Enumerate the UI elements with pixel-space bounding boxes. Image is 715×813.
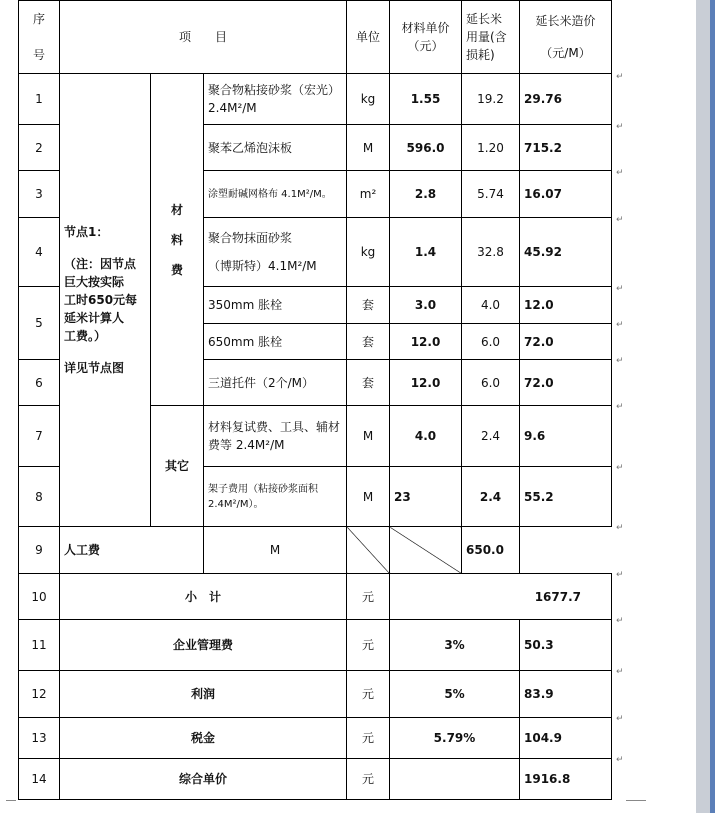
row-end-mark: ↵ bbox=[616, 356, 624, 366]
header-material-price-line-1: 材料单价 bbox=[401, 21, 450, 35]
row-cost: 45.92 bbox=[520, 218, 612, 287]
row-end-mark: ↵ bbox=[616, 463, 624, 473]
row-qty: 4.0 bbox=[462, 287, 520, 324]
row-end-mark: ↵ bbox=[616, 616, 624, 626]
header-length-cost-line-2: （元/M） bbox=[540, 46, 591, 60]
node-note-line: 巨大按实际 bbox=[64, 275, 125, 289]
row-item-name-line-2: （博斯特）4.1M²/M bbox=[208, 259, 317, 273]
row-no: 5 bbox=[19, 287, 60, 360]
category-other: 其它 bbox=[151, 406, 204, 527]
row-end-mark: ↵ bbox=[616, 122, 624, 132]
row-no: 3 bbox=[19, 171, 60, 218]
summary-no: 10 bbox=[19, 574, 60, 620]
row-qty: 5.74 bbox=[462, 171, 520, 218]
row-item-name: 材料复试费、工具、辅材费等 2.4M²/M bbox=[204, 406, 347, 467]
row-item-name: 聚合物粘接砂浆（宏光）2.4M²/M bbox=[204, 74, 347, 125]
row-qty-empty bbox=[390, 527, 462, 574]
row-cost: 715.2 bbox=[520, 125, 612, 171]
summary-rate: 5.79% bbox=[390, 718, 520, 759]
summary-value: 50.3 bbox=[520, 620, 612, 671]
header-length-qty-line-1: 延长米 bbox=[466, 12, 503, 26]
row-item-name: 三道托件（2个/M） bbox=[204, 360, 347, 406]
node-note-line: 延米计算人 bbox=[64, 311, 125, 325]
row-unit: 套 bbox=[347, 360, 390, 406]
category-labor: 人工费 bbox=[60, 527, 204, 574]
summary-label: 小 计 bbox=[60, 574, 347, 620]
row-unit: kg bbox=[347, 74, 390, 125]
row-unit: 套 bbox=[347, 324, 390, 360]
row-cost: 12.0 bbox=[520, 287, 612, 324]
row-price: 12.0 bbox=[390, 324, 462, 360]
row-end-mark: ↵ bbox=[616, 755, 624, 765]
row-price-empty bbox=[347, 527, 390, 574]
header-unit: 单位 bbox=[347, 1, 390, 74]
row-end-mark: ↵ bbox=[616, 320, 624, 330]
summary-no: 12 bbox=[19, 671, 60, 718]
row-end-mark: ↵ bbox=[616, 402, 624, 412]
summary-value: 83.9 bbox=[520, 671, 612, 718]
row-qty: 6.0 bbox=[462, 360, 520, 406]
row-end-mark: ↵ bbox=[616, 72, 624, 82]
row-unit: M bbox=[347, 125, 390, 171]
row-no: 8 bbox=[19, 467, 60, 527]
row-cost: 55.2 bbox=[520, 467, 612, 527]
row-item-name: 聚苯乙烯泡沫板 bbox=[204, 125, 347, 171]
row-no: 7 bbox=[19, 406, 60, 467]
header-length-cost-line-1: 延长米造价 bbox=[535, 14, 596, 28]
row-qty: 6.0 bbox=[462, 324, 520, 360]
row-cost: 650.0 bbox=[462, 527, 520, 574]
row-no: 9 bbox=[19, 527, 60, 574]
summary-no: 14 bbox=[19, 759, 60, 800]
row-price: 1.55 bbox=[390, 74, 462, 125]
row-cost: 72.0 bbox=[520, 360, 612, 406]
row-end-mark: ↵ bbox=[616, 523, 624, 533]
header-seq-line-2: 号 bbox=[32, 48, 45, 62]
header-material-price bbox=[390, 1, 462, 74]
summary-rate bbox=[390, 759, 520, 800]
summary-no: 11 bbox=[19, 620, 60, 671]
row-item-name: 650mm 胀栓 bbox=[204, 324, 347, 360]
row-price: 596.0 bbox=[390, 125, 462, 171]
summary-rate: 5% bbox=[390, 671, 520, 718]
row-unit: M bbox=[347, 406, 390, 467]
header-length-cost bbox=[520, 1, 612, 74]
row-end-mark: ↵ bbox=[616, 714, 624, 724]
summary-label: 综合单价 bbox=[60, 759, 347, 800]
node-title: 节点1： bbox=[64, 225, 109, 239]
cost-table bbox=[18, 0, 612, 800]
header-length-qty-line-3: 损耗) bbox=[466, 48, 495, 62]
node-note-line: 工时650元每 bbox=[64, 293, 138, 307]
row-qty: 19.2 bbox=[462, 74, 520, 125]
row-unit: M bbox=[347, 467, 390, 527]
row-no: 2 bbox=[19, 125, 60, 171]
row-end-mark: ↵ bbox=[616, 570, 624, 580]
window-side-edge bbox=[710, 0, 715, 813]
row-end-mark: ↵ bbox=[616, 667, 624, 677]
category-material-char: 料 bbox=[170, 232, 183, 247]
summary-unit: 元 bbox=[347, 759, 390, 800]
page-corner-mark bbox=[6, 800, 16, 811]
node-note-line: 工费。） bbox=[64, 329, 107, 343]
row-unit: M bbox=[204, 527, 347, 574]
header-length-qty bbox=[462, 1, 520, 74]
row-cost: 72.0 bbox=[520, 324, 612, 360]
row-price: 12.0 bbox=[390, 360, 462, 406]
summary-unit: 元 bbox=[347, 671, 390, 718]
header-row bbox=[19, 1, 612, 74]
category-material-char: 材 bbox=[170, 202, 183, 217]
page-corner-mark bbox=[626, 800, 646, 811]
summary-rate: 3% bbox=[390, 620, 520, 671]
summary-row bbox=[19, 671, 612, 718]
row-price: 2.8 bbox=[390, 171, 462, 218]
header-seq-line-1: 序 bbox=[32, 12, 45, 26]
header-seq bbox=[19, 1, 60, 74]
summary-label: 利润 bbox=[60, 671, 347, 718]
row-unit: 套 bbox=[347, 287, 390, 324]
summary-value: 1916.8 bbox=[520, 759, 612, 800]
summary-row bbox=[19, 759, 612, 800]
row-unit: m² bbox=[347, 171, 390, 218]
summary-unit: 元 bbox=[347, 574, 390, 620]
summary-unit: 元 bbox=[347, 620, 390, 671]
row-no: 1 bbox=[19, 74, 60, 125]
row-cost: 16.07 bbox=[520, 171, 612, 218]
row-end-mark: ↵ bbox=[616, 168, 624, 178]
row-item-name: 350mm 胀栓 bbox=[204, 287, 347, 324]
row-price: 1.4 bbox=[390, 218, 462, 287]
summary-label: 税金 bbox=[60, 718, 347, 759]
table-row bbox=[19, 527, 612, 574]
row-cost: 9.6 bbox=[520, 406, 612, 467]
row-no: 6 bbox=[19, 360, 60, 406]
node-note-line: （注：因节点 bbox=[64, 257, 137, 271]
header-length-qty-line-2: 用量(含 bbox=[466, 30, 507, 44]
row-qty: 2.4 bbox=[462, 467, 520, 527]
node-description bbox=[60, 74, 151, 527]
row-item-name: 涂塑耐碱网格布 4.1M²/M。 bbox=[204, 171, 347, 218]
header-material-price-line-2: （元） bbox=[407, 39, 444, 53]
category-material bbox=[151, 74, 204, 406]
summary-label: 企业管理费 bbox=[60, 620, 347, 671]
row-end-mark: ↵ bbox=[616, 284, 624, 294]
row-item-name: 架子费用（粘接砂浆面积 2.4M²/M）。 bbox=[204, 467, 347, 527]
row-price: 4.0 bbox=[390, 406, 462, 467]
row-price: 3.0 bbox=[390, 287, 462, 324]
row-qty: 1.20 bbox=[462, 125, 520, 171]
summary-no: 13 bbox=[19, 718, 60, 759]
header-item: 项 目 bbox=[60, 1, 347, 74]
row-price: 23 bbox=[390, 467, 462, 527]
row-qty: 2.4 bbox=[462, 406, 520, 467]
row-cost: 29.76 bbox=[520, 74, 612, 125]
summary-row bbox=[19, 620, 612, 671]
row-no: 4 bbox=[19, 218, 60, 287]
row-item-name-line-1: 聚合物抹面砂浆 bbox=[208, 231, 293, 245]
row-qty: 32.8 bbox=[462, 218, 520, 287]
node-detail-ref: 详见节点图 bbox=[64, 361, 125, 375]
summary-row bbox=[19, 574, 612, 620]
summary-unit: 元 bbox=[347, 718, 390, 759]
row-unit: kg bbox=[347, 218, 390, 287]
row-item-name bbox=[204, 218, 347, 287]
row-end-mark: ↵ bbox=[616, 215, 624, 225]
category-material-char: 费 bbox=[170, 262, 183, 277]
summary-value: 1677.7 bbox=[390, 574, 612, 620]
summary-value: 104.9 bbox=[520, 718, 612, 759]
summary-row bbox=[19, 718, 612, 759]
table-row bbox=[19, 74, 612, 125]
